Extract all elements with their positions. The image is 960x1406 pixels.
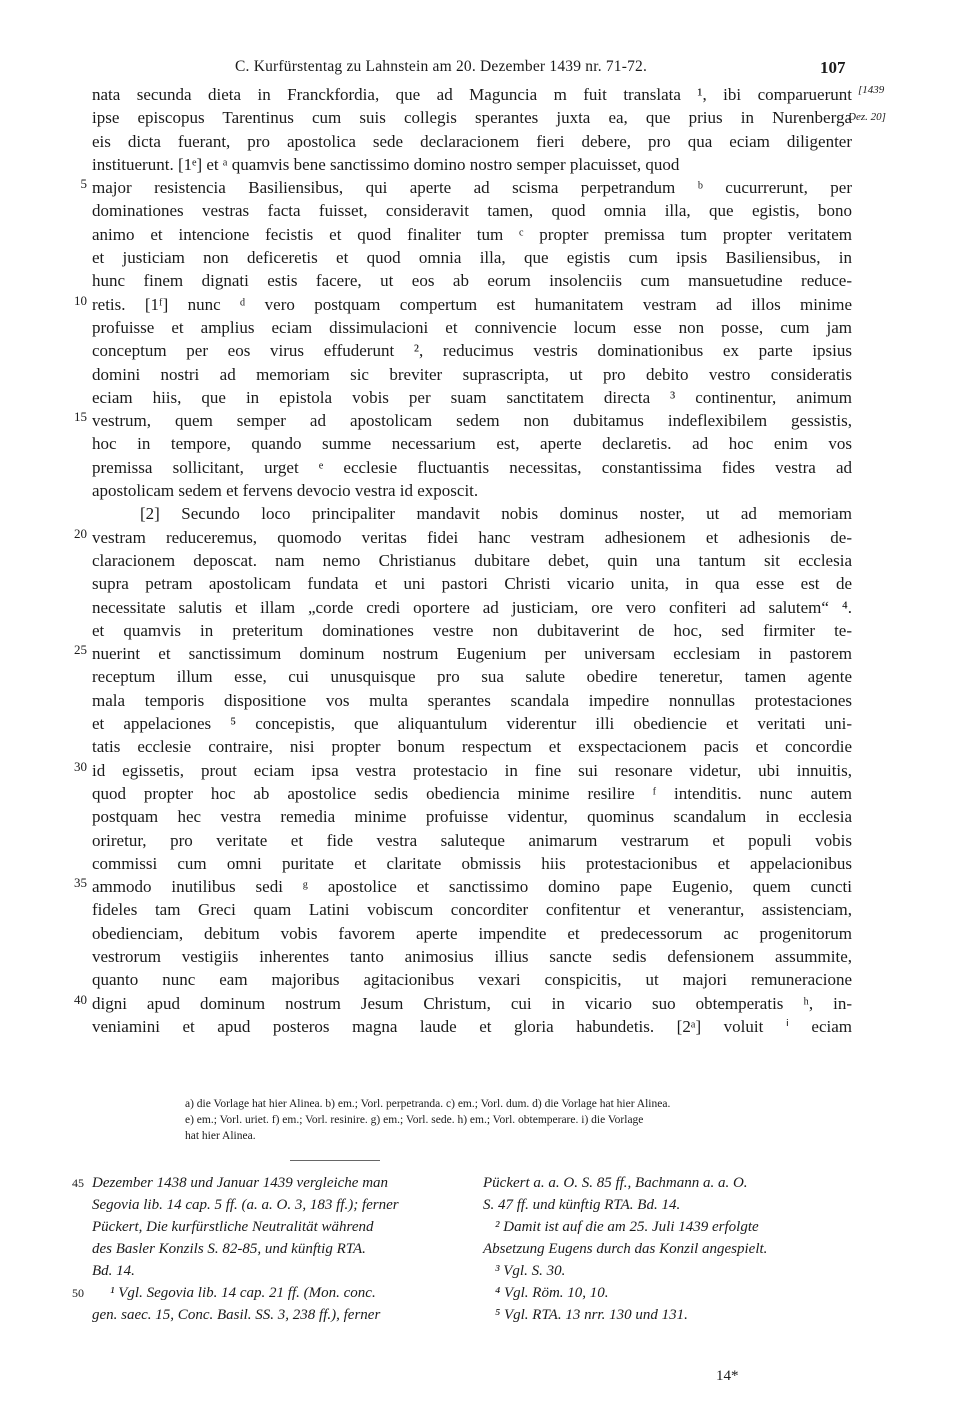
text-line: major resistencia Basiliensibus, qui aperte ad scisma perpetrandum ᵇ cucurrerunt, per [92,178,852,198]
line-number: 25 [74,642,87,658]
text-line: et justiciam non deficeretis et quod omnia illa, que egistis cum ipsis Basiliensibus, in [92,248,852,268]
text-line: claracionem deposcat. nam nemo Christianus dubitare debet, quin una tantum sit ecclesia [92,550,852,570]
text-line: id egissetis, prout eciam ipsa vestra protestacio in fine sui resonare videtur, ubi innuitis, [92,760,852,780]
text-line: profuisse et amplius eciam dissimulacioni et connivencie locum esse non posse, cum jam [92,317,852,337]
text-line: apostolicam sedem et fervens devocio vestra id exposcit. [92,481,479,501]
footnotes-right-column [483,1172,848,1326]
text-line: eis dicta fuerant, pro apostolica sede declaracionem fieri debere, pro qua eciam diligenter [92,131,852,151]
line-number: 10 [74,292,87,308]
text-line: retis. [1ᶠ] nunc ᵈ vero postquam compertum est humanitatem vestram ad illos minime [92,294,852,314]
footnote-text: ¹ Vgl. Segovia lib. 14 cap. 21 ff. (Mon. conc. [110,1285,376,1301]
printer-signature: 14* [716,1368,739,1384]
footnote-line: gen. saec. 15, Conc. Basil. SS. 3, 238 ff.), ferner [92,1307,381,1323]
text-line: et quamvis in preteritum dominationes vestre non dubitaverint de hoc, sed firmiter te- [92,620,852,640]
text-line: necessitate salutis et illam „corde credi oportere ad justiciam, ore vero confiteri ad salutem“ ⁴. [92,597,852,617]
text-line: vestram reduceremus, quomodo veritas fidei hanc vestram adhesionem et adhesionis de- [92,527,852,547]
footnote-line [72,1282,457,1304]
text-line: eciam hiis, que in epistola vobis per suam sanctitatem directa ³ continentur, animum [92,387,852,407]
footnote-line: Pückert, Die kurfürstliche Neutralität während [92,1219,374,1235]
text-line: digni apud dominum nostrum Jesum Christum, cui in vicario suo obtemperatis ʰ, in- [92,993,852,1013]
footnote-line: ⁵ Vgl. RTA. 13 nrr. 130 und 131. [495,1307,688,1323]
footnote-line: Bd. 14. [92,1263,135,1279]
text-line: receptum illum esse, cui unusquisque pro sua salute obedire teneretur, tamen agente [92,667,852,687]
line-number: 50 [72,1286,84,1300]
footnote-line: ³ Vgl. S. 30. [495,1263,566,1279]
text-line: premissa sollicitant, urget ᵉ ecclesie fluctuantis necessitas, constantissima fides vestra ad [92,457,852,477]
footnote-rule [290,1160,380,1161]
footnote-line: Segovia lib. 14 cap. 5 ff. (a. a. O. 3, 183 ff.); ferner [92,1197,399,1213]
text-line: hunc finem dignati estis facere, ut eos ab eorum insolenciis cum mansuetudine reduce- [92,271,852,291]
footnotes-left-column [72,1172,457,1326]
running-head: C. Kurfürstentag zu Lahnstein am 20. Dezember 1439 nr. 71-72. [235,58,648,75]
text-line: instituerunt. [1ᵉ] et ᵃ quamvis bene sanctissimo domino nostro semper placuisset, quod [92,154,680,174]
margin-date-year: [1439 [858,84,885,96]
line-number: 20 [74,525,87,541]
footnote-line: Pückert a. a. O. S. 85 ff., Bachmann a. a. O. [483,1175,748,1191]
footnote-line: S. 47 ff. und künftig RTA. Bd. 14. [483,1197,681,1213]
text-line: ammodo inutilibus sedi ᵍ apostolice et sanctissimo domino pape Eugenio, quem cuncti [92,877,852,897]
line-number: 15 [74,409,87,425]
apparatus-line: a) die Vorlage hat hier Alinea. b) em.; Vorl. perpetranda. c) em.; Vorl. dum. d) die Vorlage hat hier Alinea. [185,1098,671,1110]
line-number: 5 [80,176,87,192]
text-line: mala temporis dispositione vos multa sperantes scandala impedire nonnullas protestaciones [92,690,852,710]
footnote-line: ² Damit ist auf die am 25. Juli 1439 erfolgte [495,1219,759,1235]
footnote-line: des Basler Konzils S. 82-85, und künftig RTA. [92,1241,366,1257]
footnote-line [72,1172,457,1194]
line-number: 40 [74,991,87,1007]
line-number: 35 [74,875,87,891]
text-line: veniamini et apud posteros magna laude et gloria habundetis. [2ᵃ] voluit ⁱ eciam [92,1016,852,1036]
text-line: domini nostri ad memoriam sic breviter suprascripta, ut pro debito vestro consideratis [92,364,852,384]
footnote-text: Dezember 1438 und Januar 1439 vergleiche man [92,1175,389,1191]
text-line: conceptum per eos virus effuderunt ², reducimus vestris dominationibus ex parte ipsius [92,341,852,361]
text-line: fideles tam Greci quam Latini vobiscum concorditer confitentur et venerantur, assistenciam, [92,900,852,920]
footnote-line: Absetzung Eugens durch das Konzil angespielt. [483,1241,768,1257]
text-line: commissi cum omni puritate et claritate obmissis hiis protestacionibus et appelacionibus [92,853,852,873]
text-line: oriretur, pro veritate et fide vestra saluteque animarum vestrarum et populi vobis [92,830,852,850]
text-line: [2] Secundo loco principaliter mandavit nobis dominus noster, ut ad memoriam [140,504,852,524]
line-number: 45 [72,1176,84,1190]
text-line: et appelaciones ⁵ concepistis, que aliquantulum viderentur illi obediencie et veritati uni- [92,714,852,734]
apparatus-line: e) em.; Vorl. uriet. f) em.; Vorl. resinire. g) em.; Vorl. sede. h) em.; Vorl. obtemperare. i) die Vorlage [185,1114,644,1126]
text-line: animo et intencione fecistis et quod finaliter tum ᶜ propter premissa tum propter veritatem [92,224,852,244]
text-line: nata secunda dieta in Franckfordia, que ad Maguncia m fuit translata ¹, ibi comparuerunt [92,85,852,104]
margin-date-day: Dez. 20] [848,111,886,123]
text-line: ipse episcopus Tarentinus cum suis collegis sperantes juxta ea, que prius in Nurenberga [92,108,852,128]
apparatus-line: hat hier Alinea. [185,1130,256,1142]
text-line: nuerint et sanctissimum dominum nostrum Eugenium per universam ecclesiam in pastorem [92,644,852,664]
critical-apparatus [185,1096,850,1144]
text-line: supra petram apostolicam fundata et uni pastori Christi vicario unita, in qua esse est de [92,574,852,594]
text-line: postquam hec vestra remedia minime profuisse videntur, quominus scandalum in ecclesia [92,807,852,827]
text-line: vestrum, quem semper ad apostolicam sedem non dubitamus indeflexibilem gessistis, [92,411,852,431]
footnote-line: ⁴ Vgl. Röm. 10, 10. [495,1285,609,1301]
text-line: quanto nunc eam majoribus agitacionibus vexari conspicitis, ut majori remuneracione [92,970,852,990]
text-line: obedienciam, debitum vobis favorem aperte impendite et predecessorum ac progenitorum [92,923,852,943]
text-line: hoc in tempore, quando summe necessarium est, aperte declaretis. ad hoc enim vos [92,434,852,454]
text-line: quod propter hoc ab apostolice sedis obediencia minime resilire ᶠ intenditis. nunc autem [92,783,852,803]
main-text [74,83,852,1038]
text-line: dominationes vestras facta fuisset, consideravit tamen, quod omnia illa, que egistis, bono [92,201,852,221]
line-number: 30 [74,758,87,774]
page-number: 107 [820,58,846,77]
text-line: vestrorum vestigiis inherentes tanto animosius illius sancte sedis defensionem assummite, [92,946,852,966]
text-line: tatis ecclesie contraire, nisi propter bonum respectum et exspectacionem pacis et concordie [92,737,852,757]
